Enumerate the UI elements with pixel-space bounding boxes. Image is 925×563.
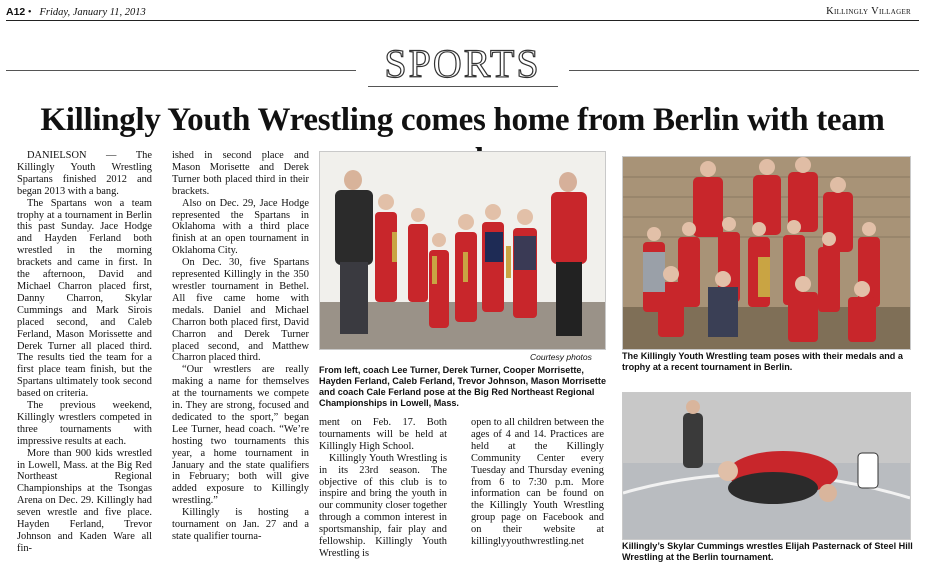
paragraph: ished in second place and Mason Morisette and Derek Turner both placed third in their brackets. (172, 150, 309, 197)
paragraph: On Dec. 30, five Spartans represented Killingly in the 350 wrestler tournament in Bethel. All five came home with medals. Daniel and Michael Charron both placed first, David Charron and Derek Turner placed second, and Matthew Charron placed third. (172, 257, 309, 364)
photo-credit: Courtesy photos (530, 352, 592, 362)
photo-team-with-medals (622, 156, 911, 350)
paragraph: The Spartans won a team trophy at a tournament in Berlin this past Sunday. Jace Hodge and Hayden Ferland both wrestled in the morning brackets and came in first. In the afternoon, David and Michael Charron placed first, Danny Charron, Skylar Cummings and Mark Sirois placed second, and Caleb Ferland, Mason Morissette and Derek Turner all placed third. The results tied the team for a first place team finish, but the Spartans ultimately took second based on criteria. (17, 197, 152, 400)
flag-rule-right (569, 70, 919, 71)
caption-match-photo: Killingly’s Skylar Cummings wrestles Elijah Pasternack of Steel Hill Wrestling at the Berlin tournament. (622, 541, 913, 562)
paragraph: Also on Dec. 29, Jace Hodge represented the Spartans in Oklahoma with a third place finish at an open tournament in Oklahoma City. (172, 197, 309, 257)
caption-main-photo: From left, coach Lee Turner, Derek Turner, Cooper Morrisette, Hayden Ferland, Caleb Ferland, Trevor Johnson, Mason Morrisette and coach Cale Ferland pose at the Big Red Northeast Regional Championships in Lowell, Mass. (319, 365, 607, 408)
paragraph: open to all children between the ages of 4 and 14. Practices are held at the Killingly Community Center every Tuesday and Thursday evening from 6 to 7:30 p.m. More information can be found on the Killingly Youth Wrestling group page on Facebook and on their website at killinglyyouthwrestling.net (471, 417, 605, 548)
article-column-1 (17, 150, 152, 555)
issue-date: Friday, January 11, 2013 (39, 7, 146, 18)
article-column-3 (319, 417, 447, 560)
paragraph: “Our wrestlers are really making a name for themselves at the tournaments we compete in. They are strong, focused and dedicated to the sport,” began Lee Turner, head coach. “We’re hosting two tournaments this year, a home tournament in January and the state qualifiers in February; both will give added exposure to Killingly wrestling.” (172, 364, 309, 507)
page-number: A12 (6, 6, 26, 18)
headline: Killingly Youth Wrestling comes home from Berlin with team (40, 102, 885, 138)
photo-wrestling-match (622, 392, 911, 540)
article-column-4 (471, 417, 604, 548)
paragraph: Killingly Youth Wrestling is in its 23rd season. The objective of this club is to inspire and bring the youth in our community closer together through a common interest in sportsmanship, fair play and fellowship. Killingly Youth Wrestling is (319, 452, 447, 559)
folio-bullet: • (27, 7, 32, 18)
paragraph: DANIELSON — The Killingly Youth Wrestling Spartans finished 2012 and began 2013 with a bang. (17, 150, 152, 197)
paragraph: The previous weekend, Killingly wrestlers competed in three tournaments with impressive results at each. (17, 400, 152, 447)
photo-wrestlers-with-trophies-art (320, 152, 605, 349)
caption-team-photo: The Killingly Youth Wrestling team poses with their medals and a trophy at a recent tournament in Berlin. (622, 351, 903, 372)
paragraph: Killingly is hosting a tournament on Jan. 27 and a state qualifier tourna- (172, 507, 309, 542)
photo-team-with-medals-art (623, 157, 910, 349)
photo-wrestling-match-art (623, 393, 910, 539)
folio-left (6, 6, 146, 18)
paragraph: ment on Feb. 17. Both tournaments will be held at Killingly High School. (319, 417, 447, 452)
paper-name: Killingly Villager (826, 6, 911, 17)
flag-rule-left (6, 70, 356, 71)
article-column-2 (172, 150, 309, 543)
section-underline (368, 86, 558, 87)
paragraph: More than 900 kids wrestled in Lowell, Mass. at the Big Red Northeast Regional Championships at the Tsongas Arena on Dec. 29. Killingly had seven wrestle and five place. Hayden Ferland, Trevor Johnson and Kaden Ware all fin- (17, 447, 152, 554)
section-title: SPORTS (384, 41, 541, 86)
folio-rule (6, 20, 919, 21)
photo-wrestlers-with-trophies (319, 151, 606, 350)
